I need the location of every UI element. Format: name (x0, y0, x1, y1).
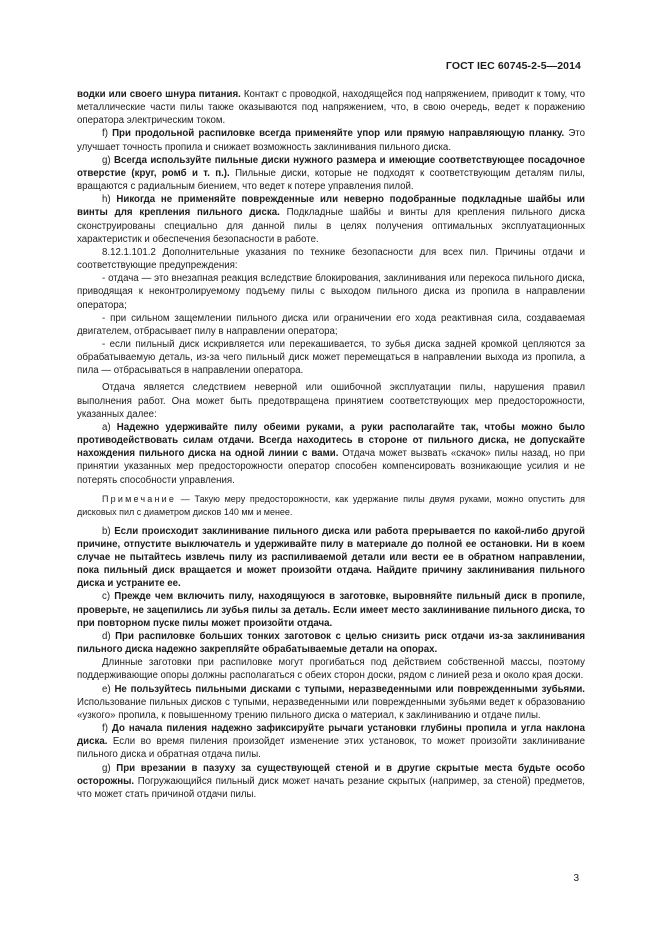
page-number: 3 (573, 873, 579, 884)
paragraph-item-d: d) При распиловке больших тонких заготовок с целью снизить риск отдачи из-за заклинивания пильного диска надежно закрепляйте обрабатываемые детали на опорах. (77, 630, 586, 656)
list-item-dash: - если пильный диск искривляется или перекашивается, то зубья диска задней кромкой цепляются за обрабатываемую деталь, из-за чего пильный диск может перемещаться в направлении выхода из пропила, а пила — отбрасываться в направлении оператора. (77, 338, 585, 377)
list-item-dash: - отдача — это внезапная реакция вследствие блокирования, заклинивания или перекоса пильного диска, приводящая к неконтролируемому подъему пилы с выходом пильного диска из пропила в направлении оператора; (77, 273, 585, 311)
paragraph-item-a: a) Надежно удерживайте пилу обеими руками, а руки располагайте так, чтобы можно было противодействовать силам отдачи. Всегда находитесь в стороне от пильного диска, не допускайте нахождения пильного диска на одной линии с вами. Отдача может вызвать «скачок» пилы назад, но при принятии указанных мер предосторожности оператор способен компенсировать возникающие усилия и не потерять способности управления. (77, 421, 586, 486)
paragraph-item-h: h) Никогда не применяйте поврежденные или неверно подобранные подкладные шайбы или винты для крепления пильного диска. Подкладные шайбы и винты для крепления пильного диска сконструированы специально для данной пилы в целях получения оптимальных эксплуатационных характеристик и обеспечения безопасности в работе. (77, 194, 585, 245)
paragraph-item-g2: g) При врезании в пазуху за существующей стеной и в другие скрытые места будьте особо осторожны. Погружающийся пильный диск может начать резание скрытых (например, за стеной) предметов, что может стать причиной отдачи пилы. (77, 762, 585, 800)
document-body (77, 88, 585, 801)
paragraph-item-g: g) Всегда используйте пильные диски нужного размера и имеющие соответствующее посадочное отверстие (круг, ромб и т. п.). Пильные диски, которые не подходят к соответствующим деталям пилы, вращаются с радиальным биением, что ведет к потере управления пилой. (77, 154, 585, 193)
paragraph-continuation: водки или своего шнура питания. Контакт с проводкой, находящейся под напряжением, приводит к тому, что металлические части пилы также оказываются под напряжением, что, в свою очередь, ведет к поражению оператора электрическим током. (77, 89, 585, 127)
paragraph-item-e: e) Не пользуйтесь пильными дисками с тупыми, неразведенными или поврежденными зубьями. Использование пильных дисков с тупыми, неразведенными или поврежденными зубьями ведет к образованию «узкого» пропила, к повышенному трению пильного диска о материал, к заклиниванию и отдаче пилы. (77, 683, 585, 721)
paragraph-item-c: c) Прежде чем включить пилу, находящуюся в заготовке, выровняйте пильный диск в пропиле, проверьте, не зацепились ли зубья пилы за деталь. Если имеет место заклинивание пильного диска, то при повторном пуске пилы может произойти отдача. (77, 591, 585, 629)
paragraph-long-workpieces: Длинные заготовки при распиловке могут прогибаться под действием собственной массы, поэтому поддерживающие опоры должны располагаться с обеих сторон доски, рядом с линией реза и около края доски. (77, 657, 585, 682)
paragraph-item-f: f) При продольной распиловке всегда применяйте упор или прямую направляющую планку. Это улучшает точность пропила и снижает возможность заклинивания пильного диска. (77, 128, 586, 153)
paragraph-item-f2: f) До начала пиления надежно зафиксируйте рычаги установки глубины пропила и угла наклона диска. Если во время пиления произойдет изменение этих установок, то может произойти заклинивание пильного диска и обратная отдача пилы. (77, 723, 585, 761)
paragraph-item-b: b) Если происходит заклинивание пильного диска или работа прерывается по какой-либо другой причине, отпустите выключатель и удерживайте пилу в материале до полной ее остановки. Ни в коем случае не пытайтесь извлечь пилу из распиливаемой детали или вести ее в обратном направлении, пока пильный диск вращается и может произойти отдача. Найдите причину заклинивания пильного диска и устраните ее. (77, 525, 586, 590)
note (77, 493, 585, 519)
paragraph-kickback-cause: Отдача является следствием неверной или ошибочной эксплуатации пилы, нарушения правил выполнения работ. Она может быть предотвращена принятием соответствующих мер предосторожности, указанных далее: (77, 382, 585, 420)
standard-header: ГОСТ IEC 60745-2-5—2014 (445, 60, 581, 72)
note-label: Примечание (102, 493, 177, 504)
paragraph-section-8-12-1-101-2: 8.12.1.101.2 Дополнительные указания по технике безопасности для всех пил. Причины отдачи и соответствующие предупреждения: (77, 246, 585, 272)
note-text: — Такую меру предосторожности, как удержание пилы двумя руками, можно опустить для дисковых пил с диаметром дисков 140 мм и менее. (77, 493, 585, 517)
list-item-dash: - при сильном защемлении пильного диска или ограничении его хода реактивная сила, создаваемая двигателем, отбрасывает пилу в направлении оператора; (77, 312, 585, 337)
